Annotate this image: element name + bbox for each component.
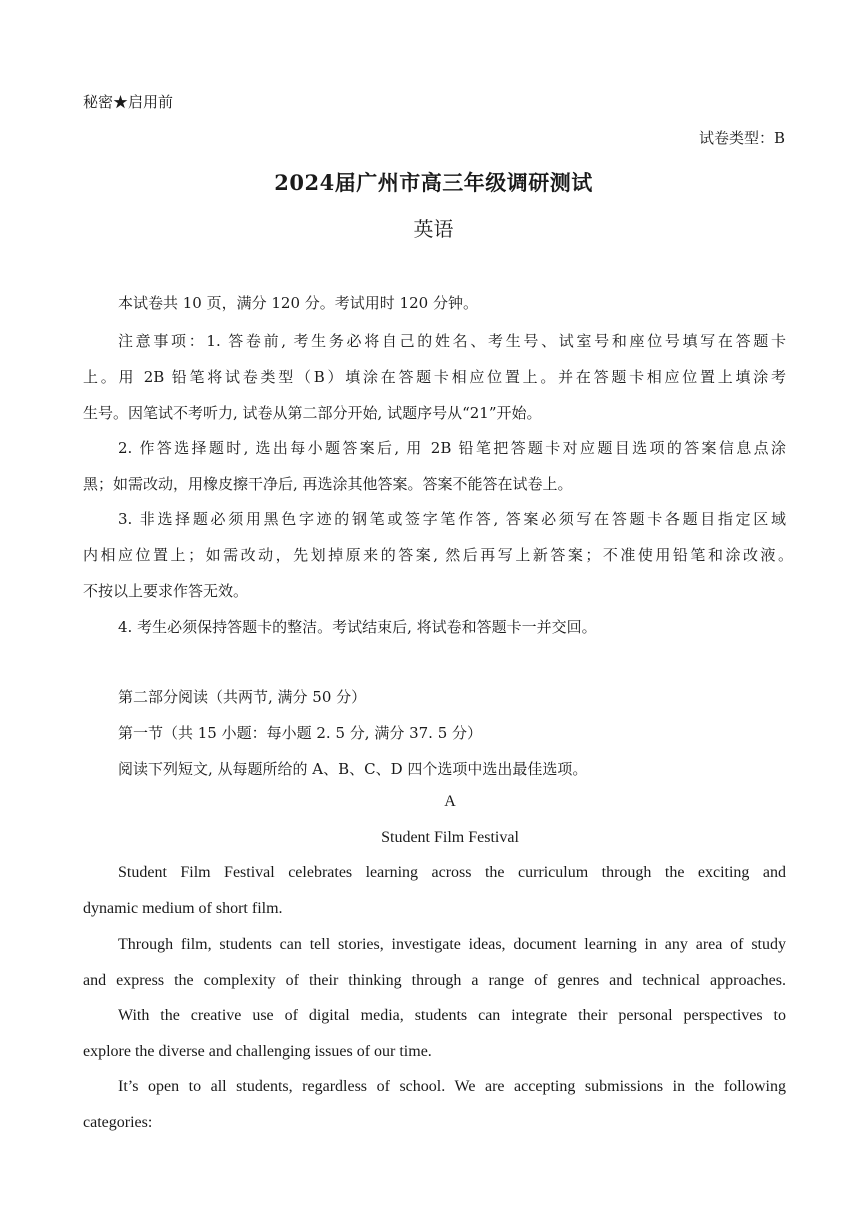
passage-p2-line-1: Through film, students can tell stories, investigate ideas, document learning in any area of study bbox=[118, 936, 786, 953]
exam-summary: 本试卷共 10 页，满分 120 分。考试用时 120 分钟。 bbox=[118, 294, 478, 312]
passage-p3-line-1: With the creative use of digital media, students can integrate their personal perspectives to bbox=[118, 1007, 786, 1024]
passage-p1-line-1: Student Film Festival celebrates learning across the curriculum through the exciting and bbox=[118, 864, 786, 881]
notice-item-2-line-2: 黑；如需改动，用橡皮擦干净后, 再选涂其他答案。答案不能答在试卷上。 bbox=[83, 475, 573, 493]
passage-label: A bbox=[444, 793, 456, 810]
passage-p4-line-2: categories: bbox=[83, 1114, 153, 1131]
notice-item-3-line-1: 3. 非选择题必须用黑色字迹的钢笔或签字笔作答, 答案必须写在答题卡各题目指定区域 bbox=[118, 510, 786, 528]
notice-item-4: 4. 考生必须保持答题卡的整洁。考试结束后, 将试卷和答题卡一并交回。 bbox=[118, 618, 597, 636]
notice-line-3: 生号。因笔试不考听力, 试卷从第二部分开始, 试题序号从“21”开始。 bbox=[83, 404, 542, 422]
reading-instruction: 阅读下列短文, 从每题所给的 A、B、C、D 四个选项中选出最佳选项。 bbox=[118, 760, 588, 778]
notice-item-3-line-2: 内相应位置上；如需改动，先划掉原来的答案, 然后再写上新答案；不准使用铅笔和涂改液。 bbox=[83, 546, 793, 564]
subject-title: 英语 bbox=[413, 217, 454, 241]
part-heading: 第二部分阅读（共两节, 满分 50 分） bbox=[118, 688, 367, 706]
notice-item-3-line-3: 不按以上要求作答无效。 bbox=[83, 582, 249, 600]
paper-type-label: 试卷类型：B bbox=[698, 129, 785, 147]
section-heading: 第一节（共 15 小题：每小题 2. 5 分, 满分 37. 5 分） bbox=[118, 724, 483, 742]
passage-p1-line-2: dynamic medium of short film. bbox=[83, 900, 283, 917]
notice-line-1: 注意事项：1. 答卷前, 考生务必将自己的姓名、考生号、试室号和座位号填写在答题卡 bbox=[118, 332, 786, 350]
passage-p3-line-2: explore the diverse and challenging issues of our time. bbox=[83, 1043, 432, 1060]
passage-p4-line-1: It’s open to all students, regardless of school. We are accepting submissions in the following bbox=[118, 1078, 786, 1095]
notice-line-2: 上。用 2B 铅笔将试卷类型（B）填涂在答题卡相应位置上。并在答题卡相应位置上填涂考 bbox=[83, 368, 786, 386]
confidential-label: 秘密★启用前 bbox=[83, 93, 174, 111]
passage-p2-line-2: and express the complexity of their thinking through a range of genres and technical approaches. bbox=[83, 972, 786, 989]
passage-title: Student Film Festival bbox=[381, 829, 519, 846]
exam-title: 2024届广州市高三年级调研测试 bbox=[274, 170, 593, 195]
notice-item-2-line-1: 2. 作答选择题时, 选出每小题答案后, 用 2B 铅笔把答题卡对应题目选项的答案信息点涂 bbox=[118, 439, 786, 457]
